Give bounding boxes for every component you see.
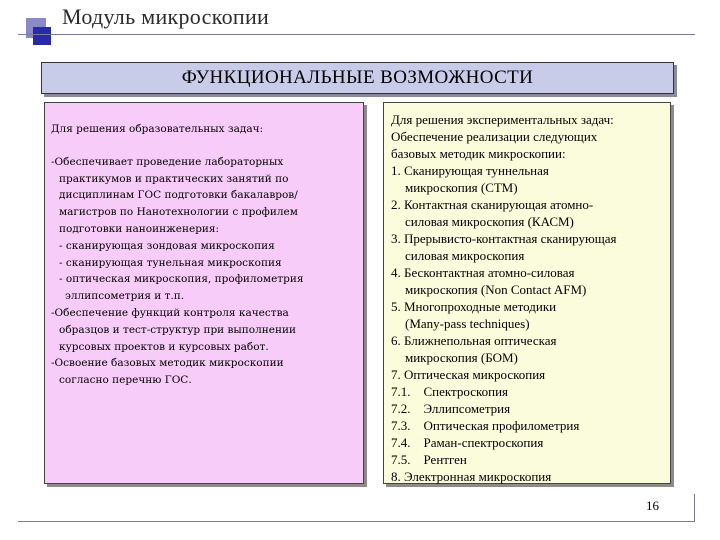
left-line: практикумов и практических занятий по bbox=[59, 172, 289, 185]
right-line: Обеспечение реализации следующих bbox=[391, 129, 598, 144]
left-line: -Обеспечение функций контроля качества bbox=[51, 306, 289, 319]
left-line: -Обеспечивает проведение лабораторных bbox=[51, 155, 284, 168]
right-line: 7.2. Эллипсометрия bbox=[391, 401, 511, 416]
right-line: 6. Ближнепольная оптическая bbox=[391, 333, 557, 348]
left-line: образцов и тест-структур при выполнении bbox=[59, 323, 296, 336]
title-underline bbox=[18, 34, 695, 35]
left-line: курсовых проектов и курсовых работ. bbox=[59, 340, 269, 353]
educational-tasks-panel bbox=[44, 102, 364, 484]
left-line: согласно перечню ГОС. bbox=[59, 374, 192, 387]
right-line: 7.3. Оптическая профилометрия bbox=[391, 418, 580, 433]
right-line: (Many-pass techniques) bbox=[405, 316, 530, 331]
left-line: - оптическая микроскопия, профилометрия bbox=[59, 273, 304, 286]
footer-divider-vertical bbox=[694, 494, 695, 522]
right-line: 7. Оптическая микроскопия bbox=[391, 367, 546, 382]
right-line: силовая микроскопия bbox=[405, 248, 525, 263]
section-banner bbox=[41, 62, 674, 94]
right-line: 8. Электронная микроскопия bbox=[391, 469, 552, 484]
right-line: 1. Сканирующая туннельная bbox=[391, 163, 549, 178]
right-line: 7.4. Раман-спектроскопия bbox=[391, 435, 544, 450]
right-line: 7.5. Рентген bbox=[391, 452, 467, 467]
left-heading: Для решения образовательных задач: bbox=[51, 123, 264, 135]
right-line: 4. Бесконтактная атомно-силовая bbox=[391, 265, 575, 280]
right-line: базовых методик микроскопии: bbox=[391, 146, 566, 161]
right-heading: Для решения экспериментальных задач: bbox=[391, 112, 614, 127]
left-line: - сканирующая тунельная микроскопия bbox=[59, 256, 282, 269]
right-line: микроскопия (Non Contact AFM) bbox=[405, 282, 587, 297]
left-line: подготовки наноинженерия: bbox=[59, 222, 220, 235]
right-line: 7.1. Спектроскопия bbox=[391, 384, 509, 399]
right-line: микроскопия (БОМ) bbox=[405, 350, 518, 365]
right-line: 2. Контактная сканирующая атомно- bbox=[391, 197, 594, 212]
left-line: - сканирующая зондовая микроскопия bbox=[59, 239, 275, 252]
left-line: магистров по Нанотехнологии с профилем bbox=[59, 206, 298, 219]
footer-divider bbox=[18, 521, 695, 522]
page-number: 16 bbox=[646, 498, 659, 513]
right-line: микроскопия (СТМ) bbox=[405, 180, 518, 195]
right-line: силовая микроскопия (КАСМ) bbox=[405, 214, 574, 229]
right-line: 3. Прерывисто-контактная сканирующая bbox=[391, 231, 617, 246]
right-line: 5. Многопроходные методики bbox=[391, 299, 557, 314]
left-line: дисциплинам ГОС подготовки бакалавров/ bbox=[59, 189, 298, 202]
decor-square-dark bbox=[33, 27, 51, 45]
left-line: эллипсометрия и т.п. bbox=[65, 290, 185, 303]
left-line: -Освоение базовых методик микроскопии bbox=[51, 357, 284, 370]
banner-text: ФУНКЦИОНАЛЬНЫЕ ВОЗМОЖНОСТИ bbox=[181, 67, 534, 88]
experimental-tasks-panel bbox=[383, 102, 671, 484]
slide-title: Модуль микроскопии bbox=[62, 4, 270, 29]
